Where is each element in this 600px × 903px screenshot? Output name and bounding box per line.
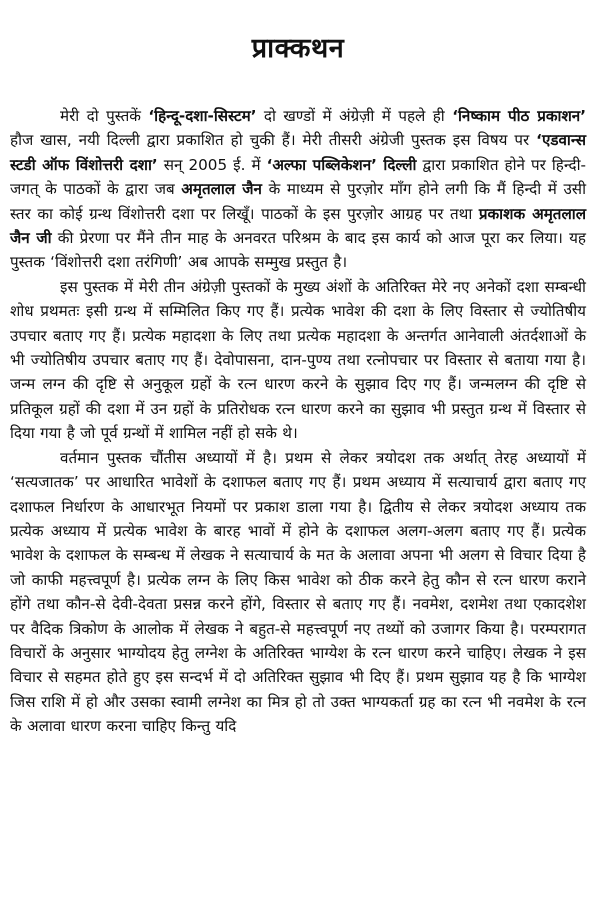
page-title: प्राक्कथन bbox=[251, 33, 345, 64]
bold-text-run: प्रकाशक अमृतलाल जैन जी bbox=[10, 204, 586, 248]
text-run: द्वारा प्रकाशित होने पर हिन्दी-जगत् के पाठकों के द्वारा जब bbox=[10, 155, 587, 199]
text-run: सन् 2005 ई. में bbox=[157, 155, 267, 174]
text-run: की प्रेरणा पर मैंने तीन माह के अनवरत परिश्रम के बाद इस कार्य को आज पूरा कर लिया। यह पुस्तक ‘विंशोत्तरी दशा तरंगिणी’ अब आपके सम्मुख प्रस्तुत है। bbox=[10, 229, 586, 272]
text-run: के माध्यम से पुरज़ोर माँग होने लगी कि मैं हिन्दी में उसी स्तर का कोई ग्रन्थ विंशोत्तरी दशा पर लिखूँ। पाठकों के इस पुरज़ोर आग्रह पर तथा bbox=[10, 180, 586, 223]
text-run: दो खण्डों में अंग्रेज़ी में पहले ही bbox=[256, 107, 453, 125]
bold-text-run: ‘एडवान्स स्टडी ऑफ विंशोत्तरी दशा’ bbox=[10, 131, 586, 174]
bold-text-run: अमृतलाल जैन bbox=[181, 180, 262, 199]
bold-text-run: ‘निष्काम पीठ प्रकाशन’ bbox=[452, 107, 586, 125]
text-run: वर्तमान पुस्तक चौंतीस अध्यायों में है। प्रथम से लेकर त्रयोदश तक अर्थात् तेरह अध्यायों में ‘सत्यजातक’ पर आधारित भावेशों के दशाफल बताए गए हैं। प्रथम अध्याय में सत्याचार्य द्वारा बताए गए दशाफल निर्धारण के आधारभूत नियमों पर प्रकाश डाला गया है। द्वितीय से लेकर त्रयोदश अध्याय तक प्रत्येक अध्याय में प्रत्येक भावेश के बारह भावों में होने के दशाफल अलग-अलग बताए गए हैं। प्रत्येक भावेश के दशाफल के सम्बन्ध में लेखक ने सत्याचार्य के मत के अलावा अपना भी अलग से विचार दिया है जो काफी महत्त्वपूर्ण है। प्रत्येक लग्न के लिए किस भावेश को ठीक करने हेतु कौन से रत्न धारण कराने होंगे तथा कौन-से देवी-देवता प्रसन्न करने होंगे, विस्तार से बताए गए हैं। नवमेश, दशमेश तथा एकादशेश पर वैदिक त्रिकोण के आलोक में लेखक ने बहुत-से महत्त्वपूर्ण नए तथ्यों को उजागर किया है। परम्परागत विचारों के अनुसार भाग्योदय हेतु लग्नेश के अतिरिक्त भाग्येश के रत्न धारण करने चाहिए। लेखक ने इस विचार से सहमत होते हुए इस सन्दर्भ में दो अतिरिक्त सुझाव भी दिए हैं। प्रथम सुझाव यह है कि भाग्येश जिस राशि में हो और उसका स्वामी लग्नेश का मित्र हो तो उक्त भाग्यकर्ता ग्रह का रत्न भी नवमेश के रत्न के अलावा धारण करना चाहिए किन्तु यदि bbox=[10, 448, 586, 736]
paragraph bbox=[10, 104, 586, 275]
paragraph bbox=[10, 275, 586, 446]
text-run: हौज खास, नयी दिल्ली द्वारा प्रकाशित हो चुकी हैं। मेरी तीसरी अंग्रेजी पुस्तक इस विषय पर bbox=[10, 131, 537, 150]
bold-text-run: ‘हिन्दू-दशा-सिस्टम’ bbox=[148, 107, 257, 125]
paragraph bbox=[10, 446, 586, 739]
body-text bbox=[10, 104, 586, 739]
bold-text-run: ‘अल्फा पब्लिकेशन’ दिल्ली bbox=[266, 155, 417, 174]
text-run: मेरी दो पुस्तकें bbox=[60, 107, 149, 125]
text-run: इस पुस्तक में मेरी तीन अंग्रेज़ी पुस्तकों के मुख्य अंशों के अतिरिक्त मेरे नए अनेकों दशा सम्बन्धी शोध प्रथमतः इसी ग्रन्थ में सम्मिलित किए गए हैं। प्रत्येक भावेश की दशा के लिए विस्तार से ज्योतिषीय उपचार बताए गए हैं। प्रत्येक महादशा के लिए तथा प्रत्येक महादशा के अन्तर्गत आनेवाली अंतर्दशाओं के भी ज्योतिषीय उपचार बताए गए हैं। देवोपासना, दान-पुण्य तथा रत्नोपचार पर विस्तार से बताया गया है। जन्म लग्न की दृष्टि से अनुकूल ग्रहों के रत्न धारण करने के सुझाव दिए गए हैं। जन्मलग्न की दृष्टि से प्रतिकूल ग्रहों की दशा में उन ग्रहों के प्रतिरोधक रत्न धारण करने का सुझाव भी प्रस्तुत ग्रन्थ में विस्तार से दिया गया है जो पूर्व ग्रन्थों में शामिल नहीं हो सके थे। bbox=[10, 277, 586, 443]
